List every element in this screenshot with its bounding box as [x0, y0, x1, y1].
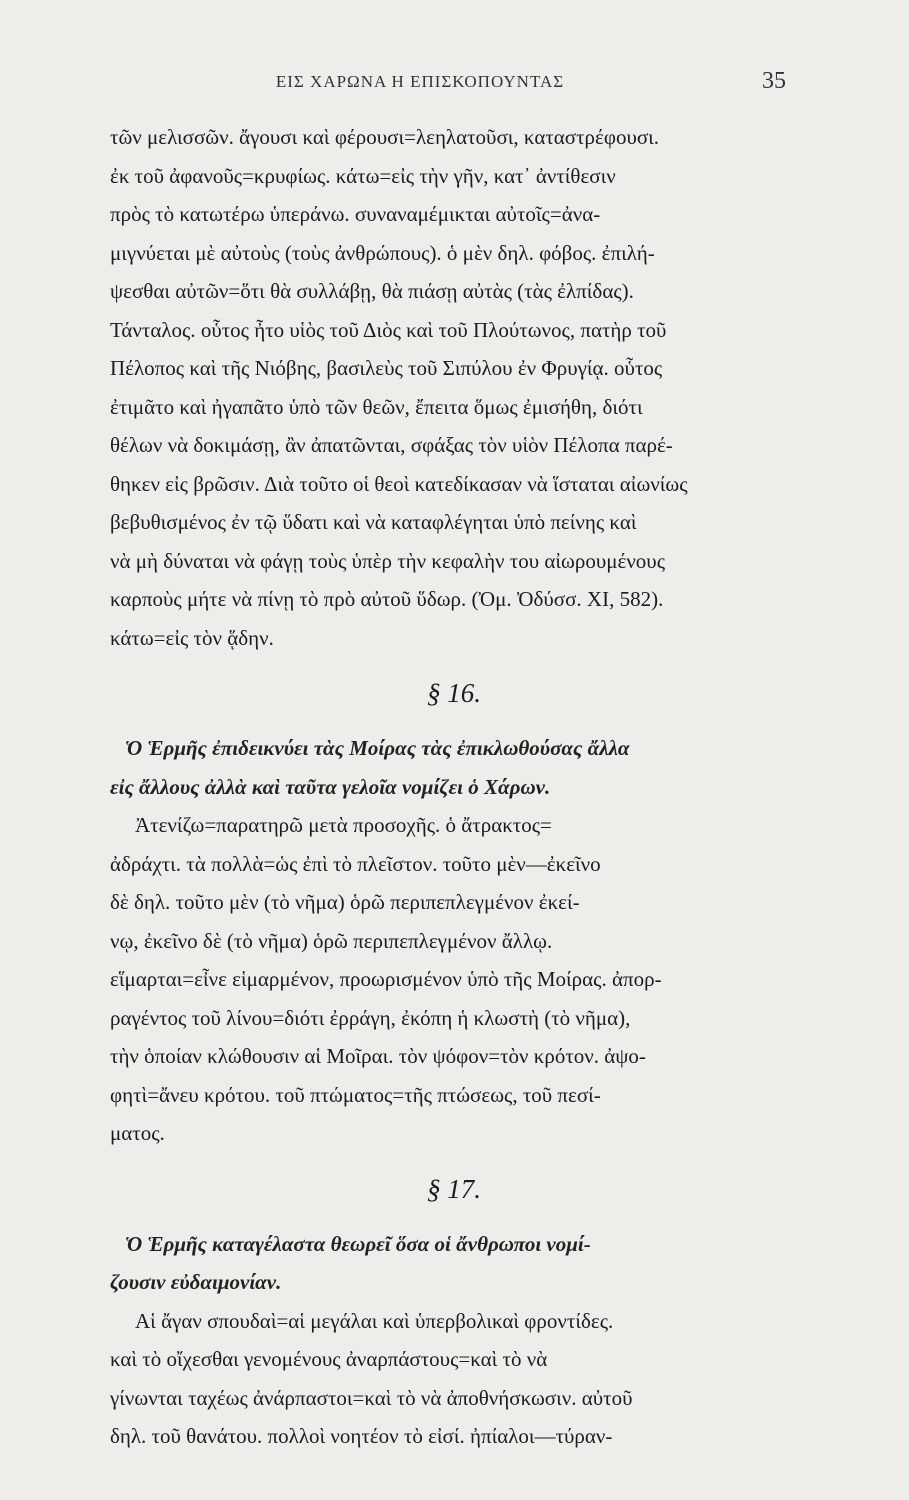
text-line: καὶ τὸ οἴχεσθαι γενομένους ἀναρπάστους=καὶ τὸ νὰ: [110, 1347, 548, 1371]
text-line: νὰ μὴ δύναται νὰ φάγῃ τοὺς ὑπὲρ τὴν κεφαλὴν του αἰωρουμένους: [110, 548, 666, 573]
section-heading-16: § 16.: [427, 678, 481, 708]
text-line: ἀδράχτι. τὰ πολλὰ=ὡς ἐπὶ τὸ πλεῖστον. τοῦτο μὲν—ἐκεῖνο: [110, 851, 601, 876]
text-line: Ἀτενίζω=παρατηρῶ μετὰ προσοχῆς. ὁ ἄτρακτος=: [135, 813, 552, 837]
section-summary-line: Ὁ Ἑρμῆς καταγέλαστα θεωρεῖ ὅσα οἱ ἄνθρωποι νομί-: [125, 1231, 591, 1256]
section-summary-line: ζουσιν εὐδαιμονίαν.: [110, 1270, 282, 1294]
text-line: ἐκ τοῦ ἀφανοῦς=κρυφίως. κάτω=εἰς τὴν γῆν, κατ᾽ ἀντίθεσιν: [110, 163, 616, 188]
running-title: ΕΙΣ ΧΑΡΩΝΑ Η ΕΠΙΣΚΟΠΟΥΝΤΑΣ: [275, 72, 565, 91]
text-line: κάτω=εἰς τὸν ᾅδην.: [110, 625, 274, 650]
text-line: πρὸς τὸ κατωτέρω ὑπεράνω. συναναμέμικται αὐτοῖς=ἀνα-: [110, 202, 601, 226]
text-line: θέλων νὰ δοκιμάσῃ, ἂν ἀπατῶνται, σφάξας τὸν υἱὸν Πέλοπα παρέ-: [110, 433, 673, 457]
text-line: γίνωνται ταχέως ἀνάρπαστοι=καὶ τὸ νὰ ἀποθνήσκωσιν. αὐτοῦ: [110, 1385, 633, 1410]
text-line: ματος.: [110, 1121, 165, 1145]
text-line: ἐτιμᾶτο καὶ ἠγαπᾶτο ὑπὸ τῶν θεῶν, ἔπειτα ὅμως ἐμισήθη, διότι: [110, 394, 643, 419]
text-line: μιγνύεται μὲ αὐτοὺς (τοὺς ἀνθρώπους). ὁ μὲν δηλ. φόβος. ἐπιλή-: [110, 240, 655, 265]
section-summary-line: εἰς ἄλλους ἀλλὰ καὶ ταῦτα γελοῖα νομίζει ὁ Χάρων.: [110, 774, 551, 799]
text-line: θηκεν εἰς βρῶσιν. Διὰ τοῦτο οἱ θεοὶ κατεδίκασαν νὰ ἵσταται αἰωνίως: [110, 471, 688, 496]
text-line: δηλ. τοῦ θανάτου. πολλοὶ νοητέον τὸ εἰσί. ἠπίαλοι—τύραν-: [110, 1424, 613, 1448]
text-line: Τάνταλος. οὗτος ἦτο υἱὸς τοῦ Διὸς καὶ τοῦ Πλούτωνος, πατὴρ τοῦ: [110, 317, 667, 342]
text-line: τῶν μελισσῶν. ἄγουσι καὶ φέρουσι=λεηλατοῦσι, καταστρέφουσι.: [110, 125, 660, 149]
commentary-text: [110, 118, 798, 1456]
text-line: φητὶ=ἄνευ κρότου. τοῦ πτώματος=τῆς πτώσεως, τοῦ πεσί-: [110, 1082, 601, 1107]
page-header: [0, 68, 909, 98]
text-line: καρποὺς μήτε νὰ πίνῃ τὸ πρὸ αὐτοῦ ὕδωρ. (Ὀμ. Ὀδύσσ. XI, 582).: [110, 587, 664, 611]
page-number: 35: [762, 68, 786, 94]
text-line: νῳ, ἐκεῖνο δὲ (τὸ νῆμα) ὁρῶ περιπεπλεγμένον ἄλλῳ.: [110, 928, 553, 953]
section-heading-17: § 17.: [427, 1173, 481, 1204]
text-line: τὴν ὁποίαν κλώθουσιν αἱ Μοῖραι. τὸν ψόφον=τὸν κρότον. ἀψο-: [110, 1044, 646, 1068]
text-line: εἵμαρται=εἶνε εἱμαρμένον, προωρισμένον ὑπὸ τῆς Μοίρας. ἀπορ-: [110, 967, 662, 991]
text-line: Πέλοπος καὶ τῆς Νιόβης, βασιλεὺς τοῦ Σιπύλου ἐν Φρυγίᾳ. οὗτος: [110, 356, 663, 380]
text-line: ραγέντος τοῦ λίνου=διότι ἐρράγη, ἐκόπη ἡ κλωστὴ (τὸ νῆμα),: [110, 1005, 631, 1030]
text-line: ψεσθαι αὐτῶν=ὅτι θὰ συλλάβῃ, θὰ πιάσῃ αὐτὰς (τὰς ἐλπίδας).: [110, 279, 634, 303]
text-line: βεβυθισμένος ἐν τῷ ὕδατι καὶ νὰ καταφλέγηται ὑπὸ πείνης καὶ: [110, 510, 637, 534]
section-summary-line: Ὁ Ἑρμῆς ἐπιδεικνύει τὰς Μοίρας τὰς ἐπικλωθούσας ἄλλα: [125, 736, 630, 760]
text-line: Αἱ ἄγαν σπουδαὶ=αἱ μεγάλαι καὶ ὑπερβολικαὶ φροντίδες.: [135, 1308, 614, 1333]
text-line: δὲ δηλ. τοῦτο μὲν (τὸ νῆμα) ὁρῶ περιπεπλεγμένον ἐκεί-: [110, 890, 580, 914]
